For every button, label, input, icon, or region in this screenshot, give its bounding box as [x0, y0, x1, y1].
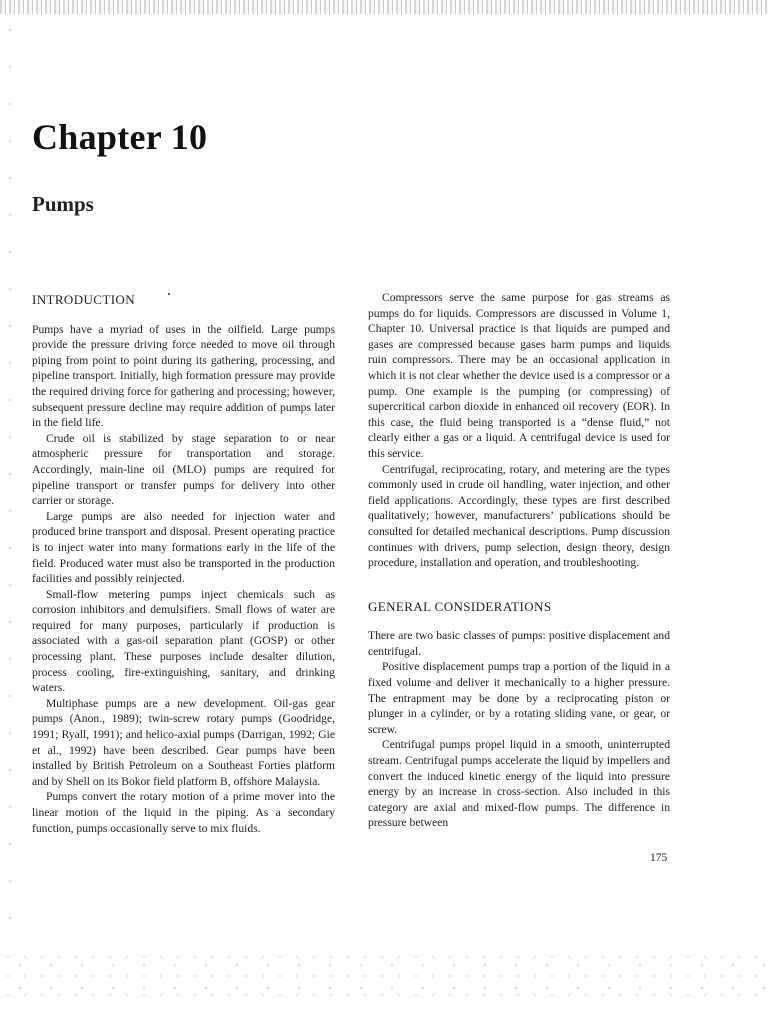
paragraph: Multiphase pumps are a new development. Oil-gas gear pumps (Anon., 1989); twin-screw rotary pumps (Goodridge, 1991; Ryall, 1991); and helico-axial pumps (Darrigan, 1992; Gie et al., 1992) have been described. Gear pumps have been installed by British Petroleum on a Southeast Forties platform and by Shell on its Bokor field platform B, offshore Malaysia. [32, 696, 335, 788]
right-column [368, 290, 670, 831]
paragraph: Pumps convert the rotary motion of a prime mover into the linear motion of the liquid in the piping. As a secondary function, pumps occasionally serve to mix fluids. [32, 790, 335, 835]
paragraph: Centrifugal pumps propel liquid in a smooth, uninterrupted stream. Centrifugal pumps accelerate the liquid by impellers and convert the induced kinetic energy of the liquid into pressure energy by an increase in cross-section. Also included in this category are axial and mixed-flow pumps. The difference in pressure between [368, 738, 670, 830]
section-heading-general-considerations: GENERAL CONSIDERATIONS [368, 598, 552, 614]
paragraph: Crude oil is stabilized by stage separation to or near atmospheric pressure for transportation and storage. Accordingly, main-line oil (MLO) pumps are required for pipeline transport or transfer pumps for delivery into other carrier or storage. [32, 431, 335, 508]
section-heading-introduction: INTRODUCTION [32, 292, 136, 307]
chapter-title: Chapter 10 [32, 117, 208, 157]
paragraph: Centrifugal, reciprocating, rotary, and metering are the types commonly used in crude oil handling, water injection, and other field applications. Accordingly, these types are first described qualitatively; however, manufacturers’ publications should be consulted for detailed mechanical descriptions. Pump discussion continues with drivers, pump selection, design theory, design procedure, installation and operation, and troubleshooting. [368, 462, 670, 570]
paragraph: Positive displacement pumps trap a portion of the liquid in a fixed volume and deliver it mechanically to a higher pressure. The entrapment may be done by a reciprocating piston or plunger in a cylinder, or by a rotating sliding vane, or gear, or screw. [368, 660, 670, 736]
page-number: 175 [650, 852, 668, 864]
paragraph: Small-flow metering pumps inject chemicals such as corrosion inhibitors and demulsifiers. Small flows of water are required for many purposes, particularly if production is associated with a gas-oil separation plant (GOSP) or other processing plant. These purposes include desalter dilution, process cooling, fire-extinguishing, sanitary, and drinking waters. [32, 587, 335, 695]
paragraph: Compressors serve the same purpose for gas streams as pumps do for liquids. Compressors are discussed in Volume 1, Chapter 10. Universal practice is that liquids are pumped and gases are compressed because gases harm pumps and liquids ruin compressors. There may be an occasional application in which it is not clear whether the device used is a compressor or a pump. One example is the pumping (or compressing) of supercritical carbon dioxide in enhanced oil recovery (EOR). In this case, the fluid being transported is a “dense fluid,” not clearly either a gas or a liquid. A centrifugal device is used for this service. [368, 291, 670, 460]
scan-edge-left [0, 20, 26, 920]
paragraph: Large pumps are also needed for injection water and produced brine transport and disposal. Present operating practice is to inject water into many formations early in the life of the field. Produced water must also be transported in the production facilities and possibly reinjected. [32, 509, 335, 586]
scan-edge-bottom [0, 945, 768, 1005]
left-column [32, 290, 335, 836]
paragraph: There are two basic classes of pumps: positive displacement and centrifugal. [368, 629, 670, 658]
chapter-subtitle: Pumps [32, 192, 94, 216]
scan-edge-top [0, 0, 768, 14]
paragraph: Pumps have a myriad of uses in the oilfield. Large pumps provide the pressure driving force needed to move oil through piping from point to point during its gathering, processing, and pipeline transport. Initially, high formation pressure may provide the required driving force for gathering and processing; however, subsequent pressure decline may require addition of pumps later in the field life. [32, 322, 335, 430]
